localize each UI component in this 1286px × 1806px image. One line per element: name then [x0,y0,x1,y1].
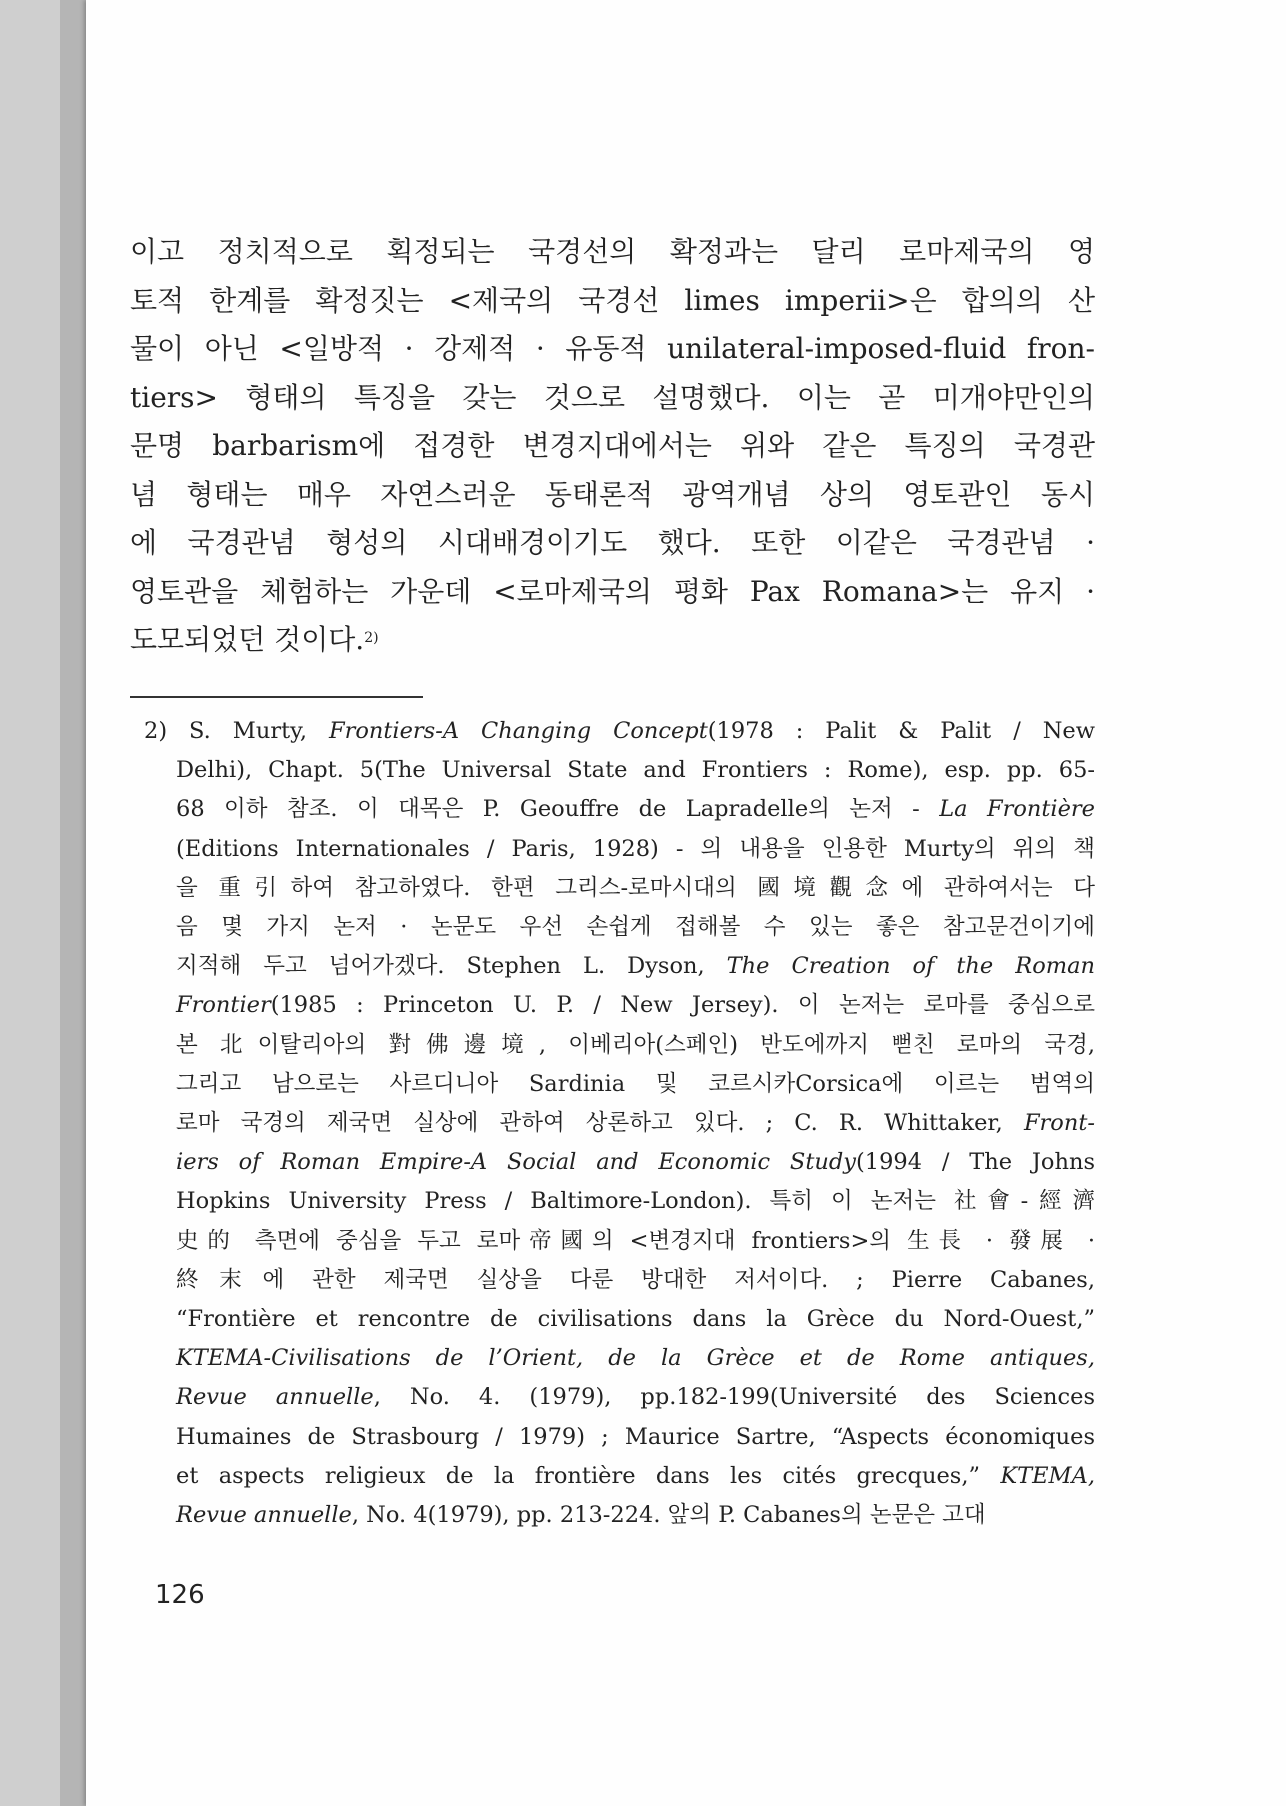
footnote-line [144,1300,1095,1339]
book-page-edge-shadow [60,0,86,1806]
footnote-italic-run: iers of Roman Empire-A Social and Economic Study [176,1149,856,1176]
footnote-run: 68 이하 참조. 이 대목은 P. Geouffre de Lapradelle의 논저 - [176,796,940,823]
footnote-run: 로마 국경의 제국면 실상에 관하여 상론하고 있다. ; C. R. Whittaker, [176,1110,1024,1137]
body-line: 문명 barbarism에 접경한 변경지대에서는 위와 같은 특징의 국경관 [130,429,1095,462]
footnote-italic-run: The Creation of the Roman [726,953,1095,980]
footnote-run: Delhi), Chapt. 5(The Universal State and Frontiers : Rome), esp. pp. 65- [176,757,1095,784]
body-line-text: 도모되었던 것이다. [130,623,365,656]
footnote-italic-run: Revue annuelle [176,1384,374,1411]
body-line: 념 형태는 매우 자연스러운 동태론적 광역개념 상의 영토관인 동시 [130,477,1095,511]
footnote-line [144,1104,1095,1143]
footnote-run: 지적해 두고 넘어가겠다. Stephen L. Dyson, [176,953,727,980]
body-line: 에 국경관념 형성의 시대배경이기도 했다. 또한 이같은 국경관념 · [130,526,1095,559]
footnote-line [144,790,1095,829]
footnote-run: 史的 측면에 중심을 두고 로마帝國의 <변경지대 frontiers>의 生長 · 發展 · [176,1227,1095,1254]
footnote-line [144,712,1095,751]
footnote-italic-run: KTEMA-Civilisations de l’Orient, de la Grèce et de Rome antiques, [176,1345,1095,1372]
footnote-line [144,869,1095,908]
body-line: tiers> 형태의 특징을 갖는 것으로 설명했다. 이는 곧 미개야만인의 [130,380,1095,414]
footnote-italic-run: Frontier [176,992,271,1019]
body-line: 토적 한계를 확정짓는 <제국의 국경선 limes imperii>은 합의의 산 [130,283,1095,317]
footnote-line [144,986,1095,1025]
footnote-run: , No. 4. (1979), pp.182-199(Université des Sciences [373,1384,1095,1411]
footnote-line [144,1026,1095,1065]
footnote-italic-run: La Frontière [939,796,1095,823]
footnote-run: 그리고 남으로는 사르디니아 Sardinia 및 코르시카Corsica에 이르는 범역의 [176,1070,1095,1097]
footnote-run: (Editions Internationales / Paris, 1928) - 의 내용을 인용한 Murty의 위의 책 [176,835,1095,862]
footnote-run: 을 重引하여 참고하였다. 한편 그리스-로마시대의 國境觀念에 관하여서는 다 [176,874,1095,901]
body-line: 물이 아닌 <일방적 · 강제적 · 유동적 unilateral-imposed-fluid fron- [130,332,1095,365]
footnote-italic-run: Frontiers-A Changing Concept [328,718,708,744]
footnote-line [144,1378,1095,1417]
footnote-line [144,1496,1095,1535]
page-number: 126 [155,1580,205,1610]
footnote-reference[interactable]: 2) [364,630,379,646]
footnote-line [144,1182,1095,1221]
body-text [130,228,1095,665]
footnote-line [144,1143,1095,1182]
body-line: 이고 정치적으로 획정되는 국경선의 확정과는 달리 로마제국의 영 [130,235,1095,268]
footnote-run: 終末에 관한 제국면 실상을 다룬 방대한 저서이다. ; Pierre Cabanes, [176,1266,1095,1293]
footnote-run: 음 몇 가지 논저 · 논문도 우선 손쉽게 접해볼 수 있는 좋은 참고문건이기에 [176,914,1095,941]
footnote-line [144,830,1095,869]
footnote-line [144,1457,1095,1496]
footnote-run: (1985 : Princeton U. P. / New Jersey). 이 논저는 로마를 중심으로 [270,992,1095,1019]
footnote-run: 본 北이탈리아의 對佛邊境, 이베리아(스페인) 반도에까지 뻗친 로마의 국경, [176,1031,1095,1058]
footnote-divider [130,696,423,698]
footnote-run: Hopkins University Press / Baltimore-London). 특히 이 논저는 社會-經濟 [176,1188,1095,1215]
footnote-run: Humaines de Strasbourg / 1979) ; Maurice Sartre, “Aspects économiques [176,1423,1095,1450]
footnote-run: , No. 4(1979), pp. 213-224. 앞의 P. Cabanes의 논문은 고대 [351,1502,986,1529]
footnote-run: (1994 / The Johns [855,1149,1095,1176]
footnote-line [144,1261,1095,1300]
footnote-italic-run: KTEMA, [1000,1462,1095,1489]
footnote-line [144,947,1095,986]
body-line-last [130,616,1095,665]
footnote-italic-run: Front- [1023,1110,1095,1137]
footnote-line [144,908,1095,947]
footnote-run: “Frontière et rencontre de civilisations dans la Grèce du Nord-Ouest,” [176,1306,1095,1333]
footnote-run: 2) S. Murty, [144,718,329,744]
footnote-line [144,1222,1095,1261]
body-line: 영토관을 체험하는 가운데 <로마제국의 평화 Pax Romana>는 유지 · [130,574,1095,608]
footnote-italic-run: Revue annuelle [176,1502,352,1529]
footnote-line [144,1339,1095,1378]
footnote-line [144,1418,1095,1457]
footnote-run: et aspects religieux de la frontière dans les cités grecques,” [176,1462,1001,1489]
footnote-2 [144,712,1095,1535]
footnote-line [144,1065,1095,1104]
footnote-run: (1978 : Palit & Palit / New [707,718,1095,744]
footnote-line [144,751,1095,790]
